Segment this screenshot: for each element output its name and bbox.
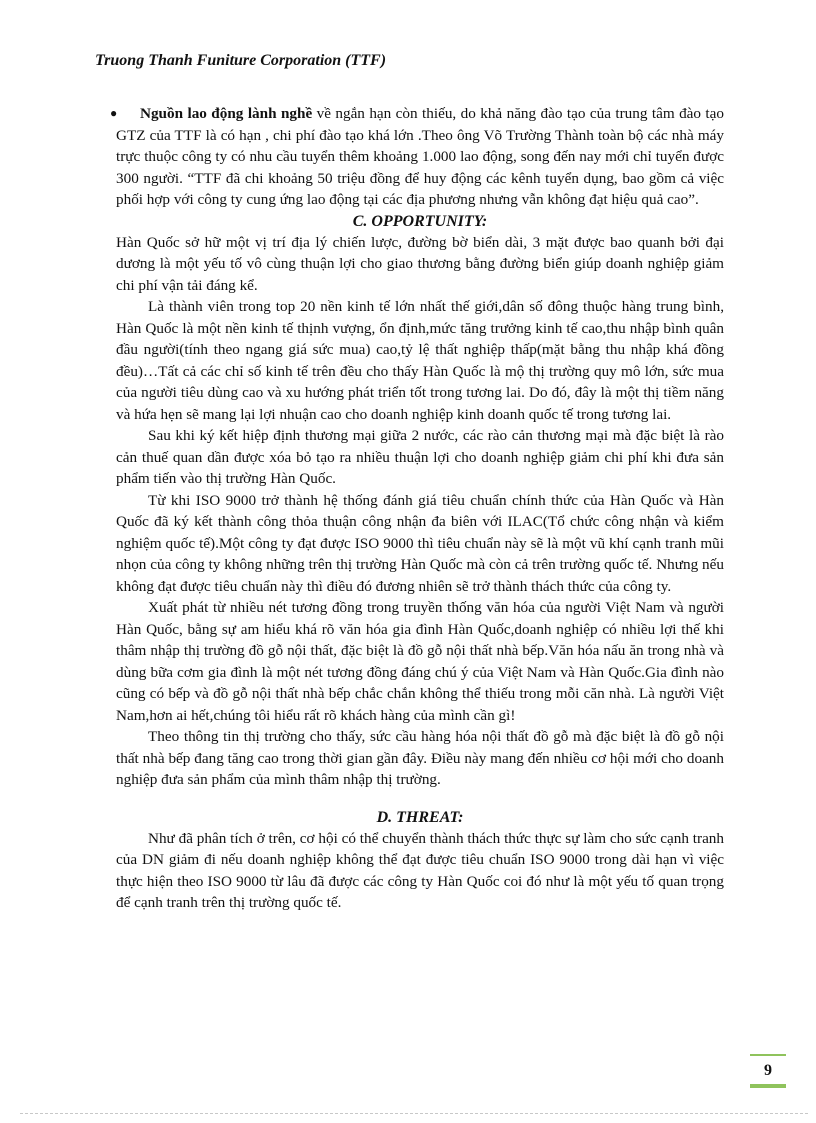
opportunity-paragraph: Theo thông tin thị trường cho thấy, sức cầu hàng hóa nội thất đồ gỗ mà đặc biệt là đồ gỗ nội thất nhà bếp đang tăng cao trong thời gian gần đây. Điều này mang đến nhiều cơ hội mới cho doanh nghiệp đưa sản phẩm của mình thâm nhập thị trường. — [116, 728, 724, 788]
bullet-text: về ngắn hạn còn thiếu, do khả năng đào tạo của trung tâm đào tạo GTZ của TTF là có hạn , chi phí đào tạo khá lớn .Theo ông Võ Trường Thành toàn bộ các nhà máy trực thuộc công ty có nhu cầu tuyển thêm khoảng 1.000 lao động, song đến nay mới chỉ tuyển được 300 người. “TTF đã chi khoảng 50 triệu đồng để huy động các kênh tuyển dụng, bao gồm cả việc phối hợp với công ty cung ứng lao động tại các địa phương nhưng vẫn không đạt hiệu quả cao”. — [116, 105, 724, 208]
bullet-paragraph — [110, 103, 724, 211]
threat-paragraph: Như đã phân tích ở trên, cơ hội có thể chuyển thành thách thức thực sự làm cho sức cạnh tranh của DN giảm đi nếu doanh nghiệp không thể đạt được tiêu chuẩn ISO 9000 trong dài hạn vì việc thực hiện theo ISO 9000 từ lâu đã được các công ty Hàn Quốc coi đó như là một yếu tố quan trọng để cạnh tranh trên thị trường quốc tế. — [116, 829, 724, 911]
opportunity-paragraph: Từ khi ISO 9000 trở thành hệ thống đánh giá tiêu chuẩn chính thức của Hàn Quốc và Hàn Quốc đã ký kết thành công thỏa thuận công nhận đa biên với ILAC(Tổ chức công nhận và kiểm nghiệm quốc tế).Một công ty đạt được ISO 9000 thì tiêu chuẩn này sẽ là một vũ khí cạnh tranh mũi nhọn của công ty không những trên thị trường Hàn Quốc mà còn cả trên trường quốc tế. Nhưng nếu không đạt được tiêu chuẩn này thì điều đó đương nhiên sẽ trở thành thách thức của công ty. — [116, 491, 724, 595]
section-title-opportunity: C. OPPORTUNITY: — [352, 212, 488, 230]
bullet-icon: ● — [110, 106, 118, 120]
opportunity-paragraph: Xuất phát từ nhiều nét tương đồng trong truyền thống văn hóa của người Việt Nam và người Hàn Quốc, bằng sự am hiểu khá rõ văn hóa gia đình Hàn Quốc,doanh nghiệp có nhiều lợi thế khi thâm nhập thị trường đồ gỗ nội thất, đặc biệt là đồ gỗ nội thất nhà bếp.Văn hóa nấu ăn trong nhà và dùng bữa cơm gia đình là một nét tương đồng đáng chú ý của Việt Nam và Hàn Quốc.Gia đình nào cũng có bếp và đồ gỗ nội thất nhà bếp chắc chắn không thể thiếu trong mỗi căn nhà. Là người Việt Nam,hơn ai hết,chúng tôi hiểu rất rõ khách hàng của mình cần gì! — [116, 599, 724, 724]
page-number: 9 — [764, 1062, 772, 1079]
bullet-body — [116, 105, 724, 208]
footer-divider — [20, 1113, 808, 1114]
page-number-top-rule — [750, 1054, 786, 1056]
document-header-title: Truong Thanh Funiture Corporation (TTF) — [95, 52, 387, 69]
page-number-bottom-rule — [750, 1084, 786, 1088]
section-title-threat: D. THREAT: — [376, 808, 464, 826]
document-body — [110, 103, 724, 914]
opportunity-paragraph: Hàn Quốc sở hữ một vị trí địa lý chiến lược, đường bờ biển dài, 3 mặt được bao quanh bởi đại dương là một yếu tố vô cùng thuận lợi cho giao thương bằng đường biển giúp doanh nghiệp giảm chi phí vận tải đáng kể. — [116, 233, 724, 294]
opportunity-paragraph: Sau khi ký kết hiệp định thương mại giữa 2 nước, các rào cản thương mại mà đặc biệt là rào cản thuế quan dần được xóa bỏ tạo ra nhiều thuận lợi cho doanh nghiệp giảm chi phí khi đưa sản phẩm tiến vào thị trường Hàn Quốc. — [116, 427, 724, 487]
bullet-lead-text: Nguồn lao động lành nghề — [140, 105, 313, 122]
opportunity-paragraph: Là thành viên trong top 20 nền kinh tế lớn nhất thế giới,dân số đông thuộc hàng trung bình, Hàn Quốc là một nền kinh tế thịnh vượng, ổn định,mức tăng trưởng kinh tế cao,thu nhập bình quân đầu người(tính theo ngang giá sức mua) cao,tỷ lệ thất nghiệp thấp(mặt bằng thu nhập khá đồng đều)…Tất cả các chỉ số kinh tế trên đều cho thấy Hàn Quốc là mộ thị trường quy mô lớn, sức mua của người tiêu dùng cao và xu hướng phát triển tốt trong tương lai. Do đó, đây là một thị tiềm năng và hứa hẹn sẽ mang lại lợi nhuận cao cho doanh nghiệp kinh doanh quốc tế trong tương lai. — [116, 298, 724, 423]
